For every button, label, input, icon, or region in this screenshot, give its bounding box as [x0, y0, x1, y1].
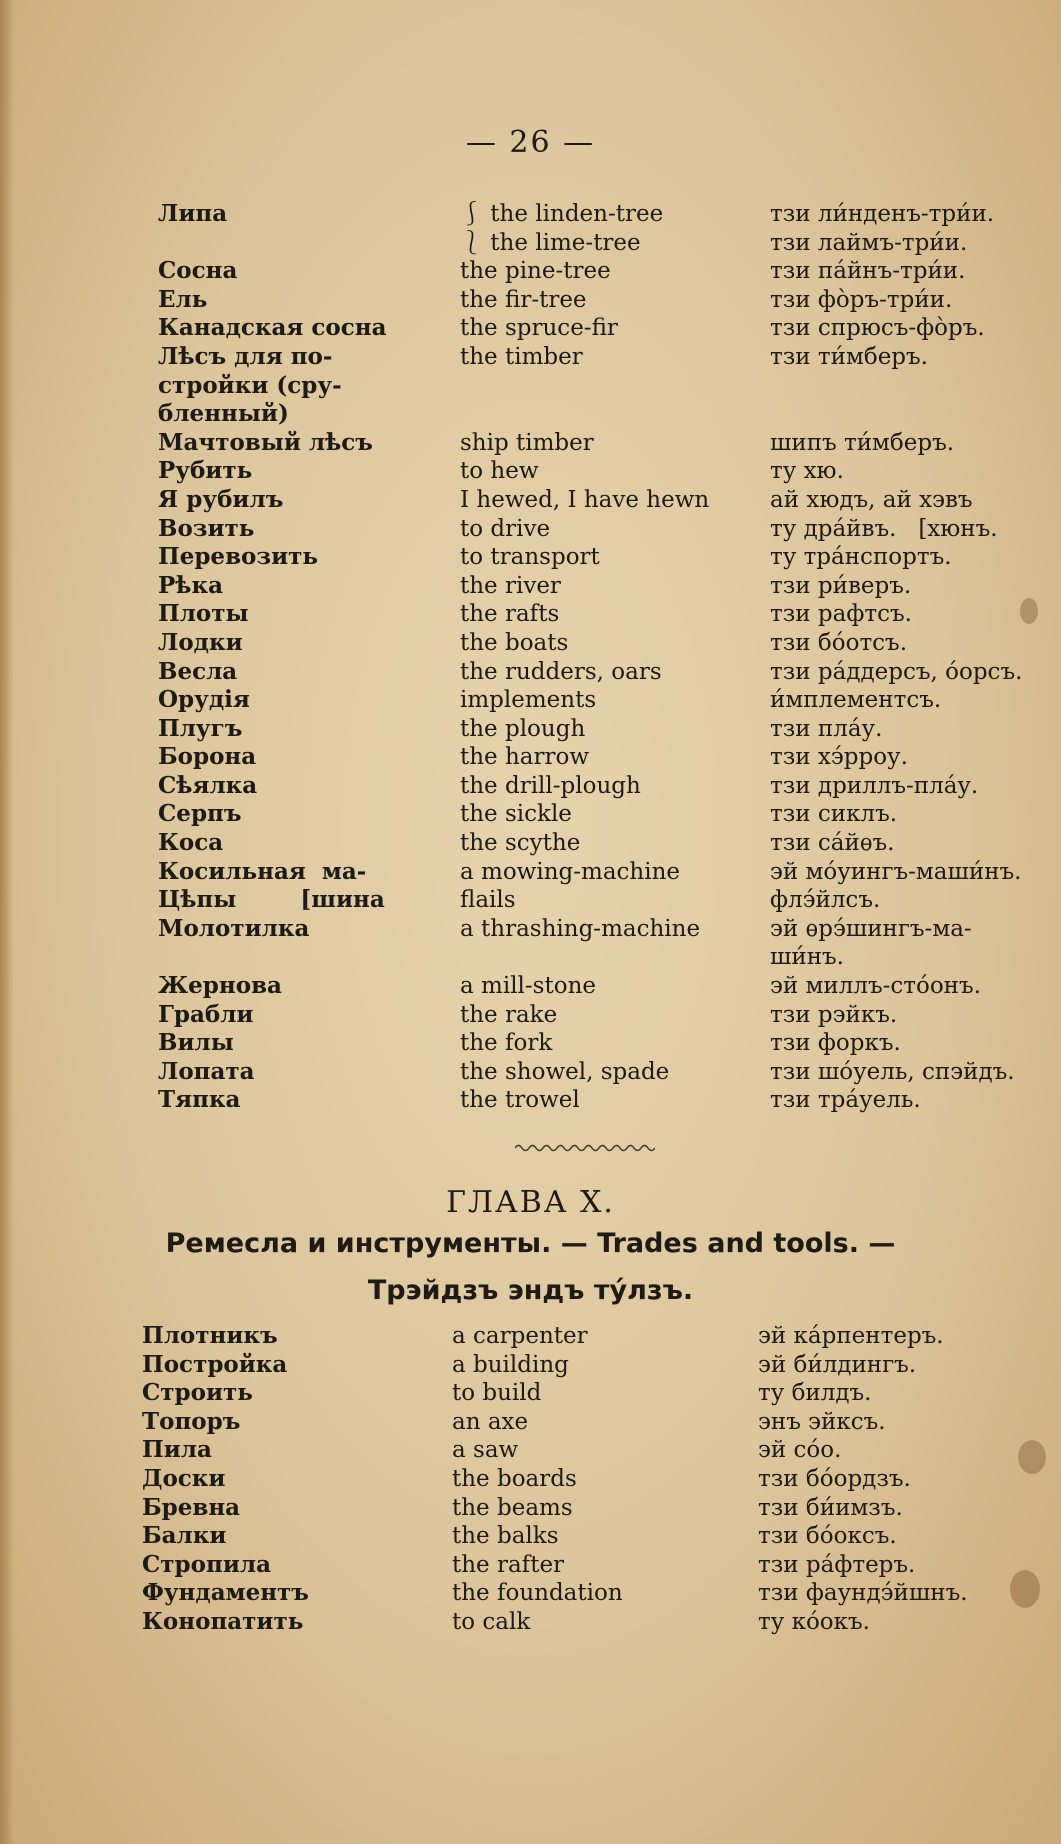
english-word: to hew — [460, 458, 539, 485]
english-word: to calk — [452, 1608, 531, 1635]
vocab-row — [158, 915, 1038, 972]
english-word: the trowel — [460, 1087, 580, 1114]
russian-word: Конопатить — [142, 1607, 304, 1635]
english-word: the showel, spade — [460, 1058, 670, 1085]
transliteration: тзи рэйкъ. — [770, 1001, 898, 1028]
russian-word: Строить — [142, 1379, 253, 1407]
transliteration: тзи ра́фтеръ. — [758, 1551, 916, 1578]
russian-word: Рубить — [158, 457, 253, 485]
vocabulary-list-trees-and-farming — [158, 200, 1038, 1115]
russian-word: Фундаментъ — [142, 1579, 309, 1607]
english-word: ⎰ the linden-tree ⎱ the lime-tree — [460, 201, 664, 256]
vocab-row — [142, 1379, 1022, 1408]
transliteration: ту ко́окъ. — [758, 1608, 870, 1635]
vocab-row — [158, 1086, 1038, 1115]
russian-word: Орудія — [158, 686, 250, 714]
english-word: a mill-stone — [460, 973, 596, 1000]
english-word: ship timber — [460, 429, 594, 456]
transliteration: тзи ти́мберъ. — [770, 343, 928, 370]
english-word: flails — [460, 887, 516, 914]
vocab-row — [142, 1608, 1022, 1637]
russian-word: Плугъ — [158, 714, 243, 742]
vocab-row — [158, 543, 1038, 572]
transliteration: эй ка́рпентеръ. — [758, 1323, 944, 1349]
english-word: the rudders, oars — [460, 658, 662, 685]
russian-word: Косильная ма- — [158, 857, 367, 885]
transliteration: тзи са́йѳъ. — [770, 830, 895, 857]
vocab-row — [158, 486, 1038, 515]
english-word: the spruce-fir — [460, 315, 618, 342]
russian-word: Доски — [142, 1464, 226, 1492]
transliteration: тзи ри́веръ. — [770, 572, 912, 599]
english-word: a building — [452, 1351, 569, 1378]
russian-word: Борона — [158, 743, 257, 771]
transliteration: шипъ ти́мберъ. — [770, 429, 955, 456]
english-word: a carpenter — [452, 1323, 588, 1349]
page-number: — 26 — — [465, 125, 596, 160]
page-edge-shadow — [0, 0, 14, 1844]
russian-word: Тяпка — [158, 1086, 241, 1114]
vocab-row — [158, 343, 1038, 429]
vocab-row — [158, 800, 1038, 829]
vocab-row — [158, 972, 1038, 1001]
russian-word: Плоты — [158, 600, 249, 628]
english-word: the fork — [460, 1030, 553, 1057]
russian-word: Канадская сосна — [158, 314, 387, 342]
transliteration: тзи бо́отсъ. — [770, 629, 908, 656]
vocab-row — [158, 829, 1038, 858]
transliteration: тзи тра́уель. — [770, 1087, 921, 1114]
transliteration: тзи бо́оксъ. — [758, 1523, 897, 1550]
vocab-row — [158, 1029, 1038, 1058]
english-word: the timber — [460, 343, 583, 370]
russian-word: Бревна — [142, 1493, 241, 1521]
transliteration: тзи би́имзъ. — [758, 1494, 903, 1521]
english-word: the balks — [452, 1523, 559, 1550]
russian-word: Рѣка — [158, 571, 223, 599]
vocab-row — [158, 629, 1038, 658]
transliteration: флэ́йлсъ. — [770, 887, 881, 914]
vocab-row — [142, 1322, 1022, 1351]
english-word: the drill-plough — [460, 772, 641, 799]
vocab-row — [158, 314, 1038, 343]
english-word: the sickle — [460, 801, 572, 828]
vocab-row — [158, 572, 1038, 601]
vocab-row — [142, 1551, 1022, 1580]
english-word: to transport — [460, 544, 600, 571]
transliteration: эй мо́уингъ-маши́нъ. — [770, 858, 1022, 885]
transliteration: эй миллъ-сто́онъ. — [770, 973, 981, 1000]
vocab-row — [158, 1058, 1038, 1087]
english-word: the plough — [460, 715, 586, 742]
english-word: an axe — [452, 1408, 529, 1435]
russian-word: Жернова — [158, 972, 282, 1000]
transliteration: ту дра́йвъ. [хюнъ. — [770, 515, 998, 542]
vocab-row — [158, 715, 1038, 744]
vocab-row — [158, 858, 1038, 887]
transliteration: тзи пла́у. — [770, 715, 883, 742]
english-word: the scythe — [460, 830, 581, 857]
transliteration: ту хю. — [770, 458, 844, 485]
english-word: the harrow — [460, 744, 590, 771]
vocab-row — [158, 743, 1038, 772]
transliteration: тзи сиклъ. — [770, 801, 898, 828]
vocab-row — [142, 1522, 1022, 1551]
english-word: a saw — [452, 1437, 519, 1464]
transliteration: эй би́лдингъ. — [758, 1351, 917, 1378]
vocab-row — [158, 200, 1038, 257]
english-word: the fir-tree — [460, 286, 587, 313]
russian-word: Пила — [142, 1436, 212, 1464]
ink-stain — [1018, 1440, 1046, 1474]
transliteration: ту билдъ. — [758, 1380, 872, 1407]
transliteration: ту тра́нспортъ. — [770, 544, 952, 571]
russian-word: Вилы — [158, 1029, 234, 1057]
transliteration: энъ эйксъ. — [758, 1408, 886, 1435]
english-word: the boats — [460, 629, 569, 656]
russian-word: Стропила — [142, 1550, 271, 1578]
vocab-row — [158, 658, 1038, 687]
russian-word: Весла — [158, 657, 238, 685]
transliteration: тзи хэ́рроу. — [770, 744, 908, 771]
transliteration: эй со́о. — [758, 1437, 842, 1464]
english-word: implements — [460, 687, 597, 714]
vocab-row — [158, 515, 1038, 544]
vocab-row — [142, 1408, 1022, 1437]
transliteration: тзи фо̀ръ-три́и. — [770, 286, 953, 313]
transliteration: тзи рафтсъ. — [770, 601, 912, 628]
russian-word: Цѣпы [шина — [158, 886, 385, 914]
vocab-row — [158, 686, 1038, 715]
chapter-subtitle-line1: Ремесла и инструменты. — Trades and tools. — — [165, 1228, 896, 1259]
russian-word: Ель — [158, 285, 208, 313]
chapter-title: ГЛАВА X. — [446, 1185, 615, 1220]
vocab-row — [142, 1351, 1022, 1380]
vocab-row — [158, 772, 1038, 801]
transliteration: тзи спрюсъ-фо̀ръ. — [770, 315, 985, 342]
vocab-row — [158, 600, 1038, 629]
vocab-row — [158, 886, 1038, 915]
vocabulary-list-trades-and-tools — [142, 1322, 1022, 1637]
english-word: the boards — [452, 1465, 577, 1492]
transliteration: эй ѳрэ́шингъ-ма- ши́нъ. — [770, 915, 972, 971]
russian-word: Плотникъ — [142, 1322, 278, 1349]
vocab-row — [158, 429, 1038, 458]
russian-word: Я рубилъ — [158, 485, 284, 513]
russian-word: Лопата — [158, 1057, 255, 1085]
russian-word: Возить — [158, 514, 255, 542]
vocab-row — [142, 1436, 1022, 1465]
english-word: I hewed, I have hewn — [460, 486, 710, 513]
transliteration: тзи дриллъ-пла́у. — [770, 772, 979, 799]
russian-word: Лодки — [158, 628, 243, 656]
transliteration: тзи форкъ. — [770, 1030, 901, 1057]
russian-word: Сосна — [158, 257, 238, 285]
english-word: the rake — [460, 1001, 558, 1028]
russian-word: Лѣсъ для по- стройки (сру- бленный) — [158, 342, 342, 428]
english-word: the foundation — [452, 1580, 623, 1607]
english-word: to drive — [460, 515, 551, 542]
english-word: the rafts — [460, 601, 560, 628]
russian-word: Липа — [158, 200, 228, 227]
vocab-row — [142, 1494, 1022, 1523]
vocab-row — [142, 1465, 1022, 1494]
english-word: a thrashing-machine — [460, 915, 701, 942]
english-word: the beams — [452, 1494, 573, 1521]
transliteration: и́мплементсъ. — [770, 687, 942, 714]
english-word: the rafter — [452, 1551, 565, 1578]
transliteration: тзи бо́ордзъ. — [758, 1465, 911, 1492]
russian-word: Серпъ — [158, 800, 242, 828]
english-word: the river — [460, 572, 561, 599]
decorative-wavy-divider — [515, 1143, 655, 1153]
vocab-row — [158, 457, 1038, 486]
chapter-subtitle-line2: Трэйдзъ эндъ ту́лзъ. — [367, 1275, 694, 1306]
russian-word: Грабли — [158, 1000, 254, 1028]
transliteration: тзи шо́уель, спэйдъ. — [770, 1058, 1015, 1085]
english-word: the pine-tree — [460, 258, 611, 285]
russian-word: Балки — [142, 1522, 227, 1550]
transliteration: тзи фаундэ́йшнъ. — [758, 1580, 968, 1607]
english-word: to build — [452, 1380, 542, 1407]
english-word: a mowing-machine — [460, 858, 681, 885]
transliteration: ай хюдъ, ай хэвъ — [770, 486, 973, 513]
ink-stain — [1010, 1570, 1040, 1608]
russian-word: Перевозить — [158, 543, 318, 571]
russian-word: Постройка — [142, 1350, 288, 1378]
russian-word: Коса — [158, 829, 224, 857]
vocab-row — [158, 1001, 1038, 1030]
transliteration: тзи па́йнъ-три́и. — [770, 258, 966, 285]
russian-word: Молотилка — [158, 914, 310, 942]
vocab-row — [158, 257, 1038, 286]
vocab-row — [142, 1579, 1022, 1608]
transliteration: тзи ли́нденъ-три́и. тзи лаймъ-три́и. — [770, 201, 995, 256]
vocab-row — [158, 286, 1038, 315]
russian-word: Топоръ — [142, 1407, 241, 1435]
russian-word: Сѣялка — [158, 771, 258, 799]
ink-stain — [1020, 598, 1038, 624]
russian-word: Мачтовый лѣсъ — [158, 428, 373, 456]
transliteration: тзи ра́ддерсъ, о́орсъ. — [770, 658, 1023, 685]
